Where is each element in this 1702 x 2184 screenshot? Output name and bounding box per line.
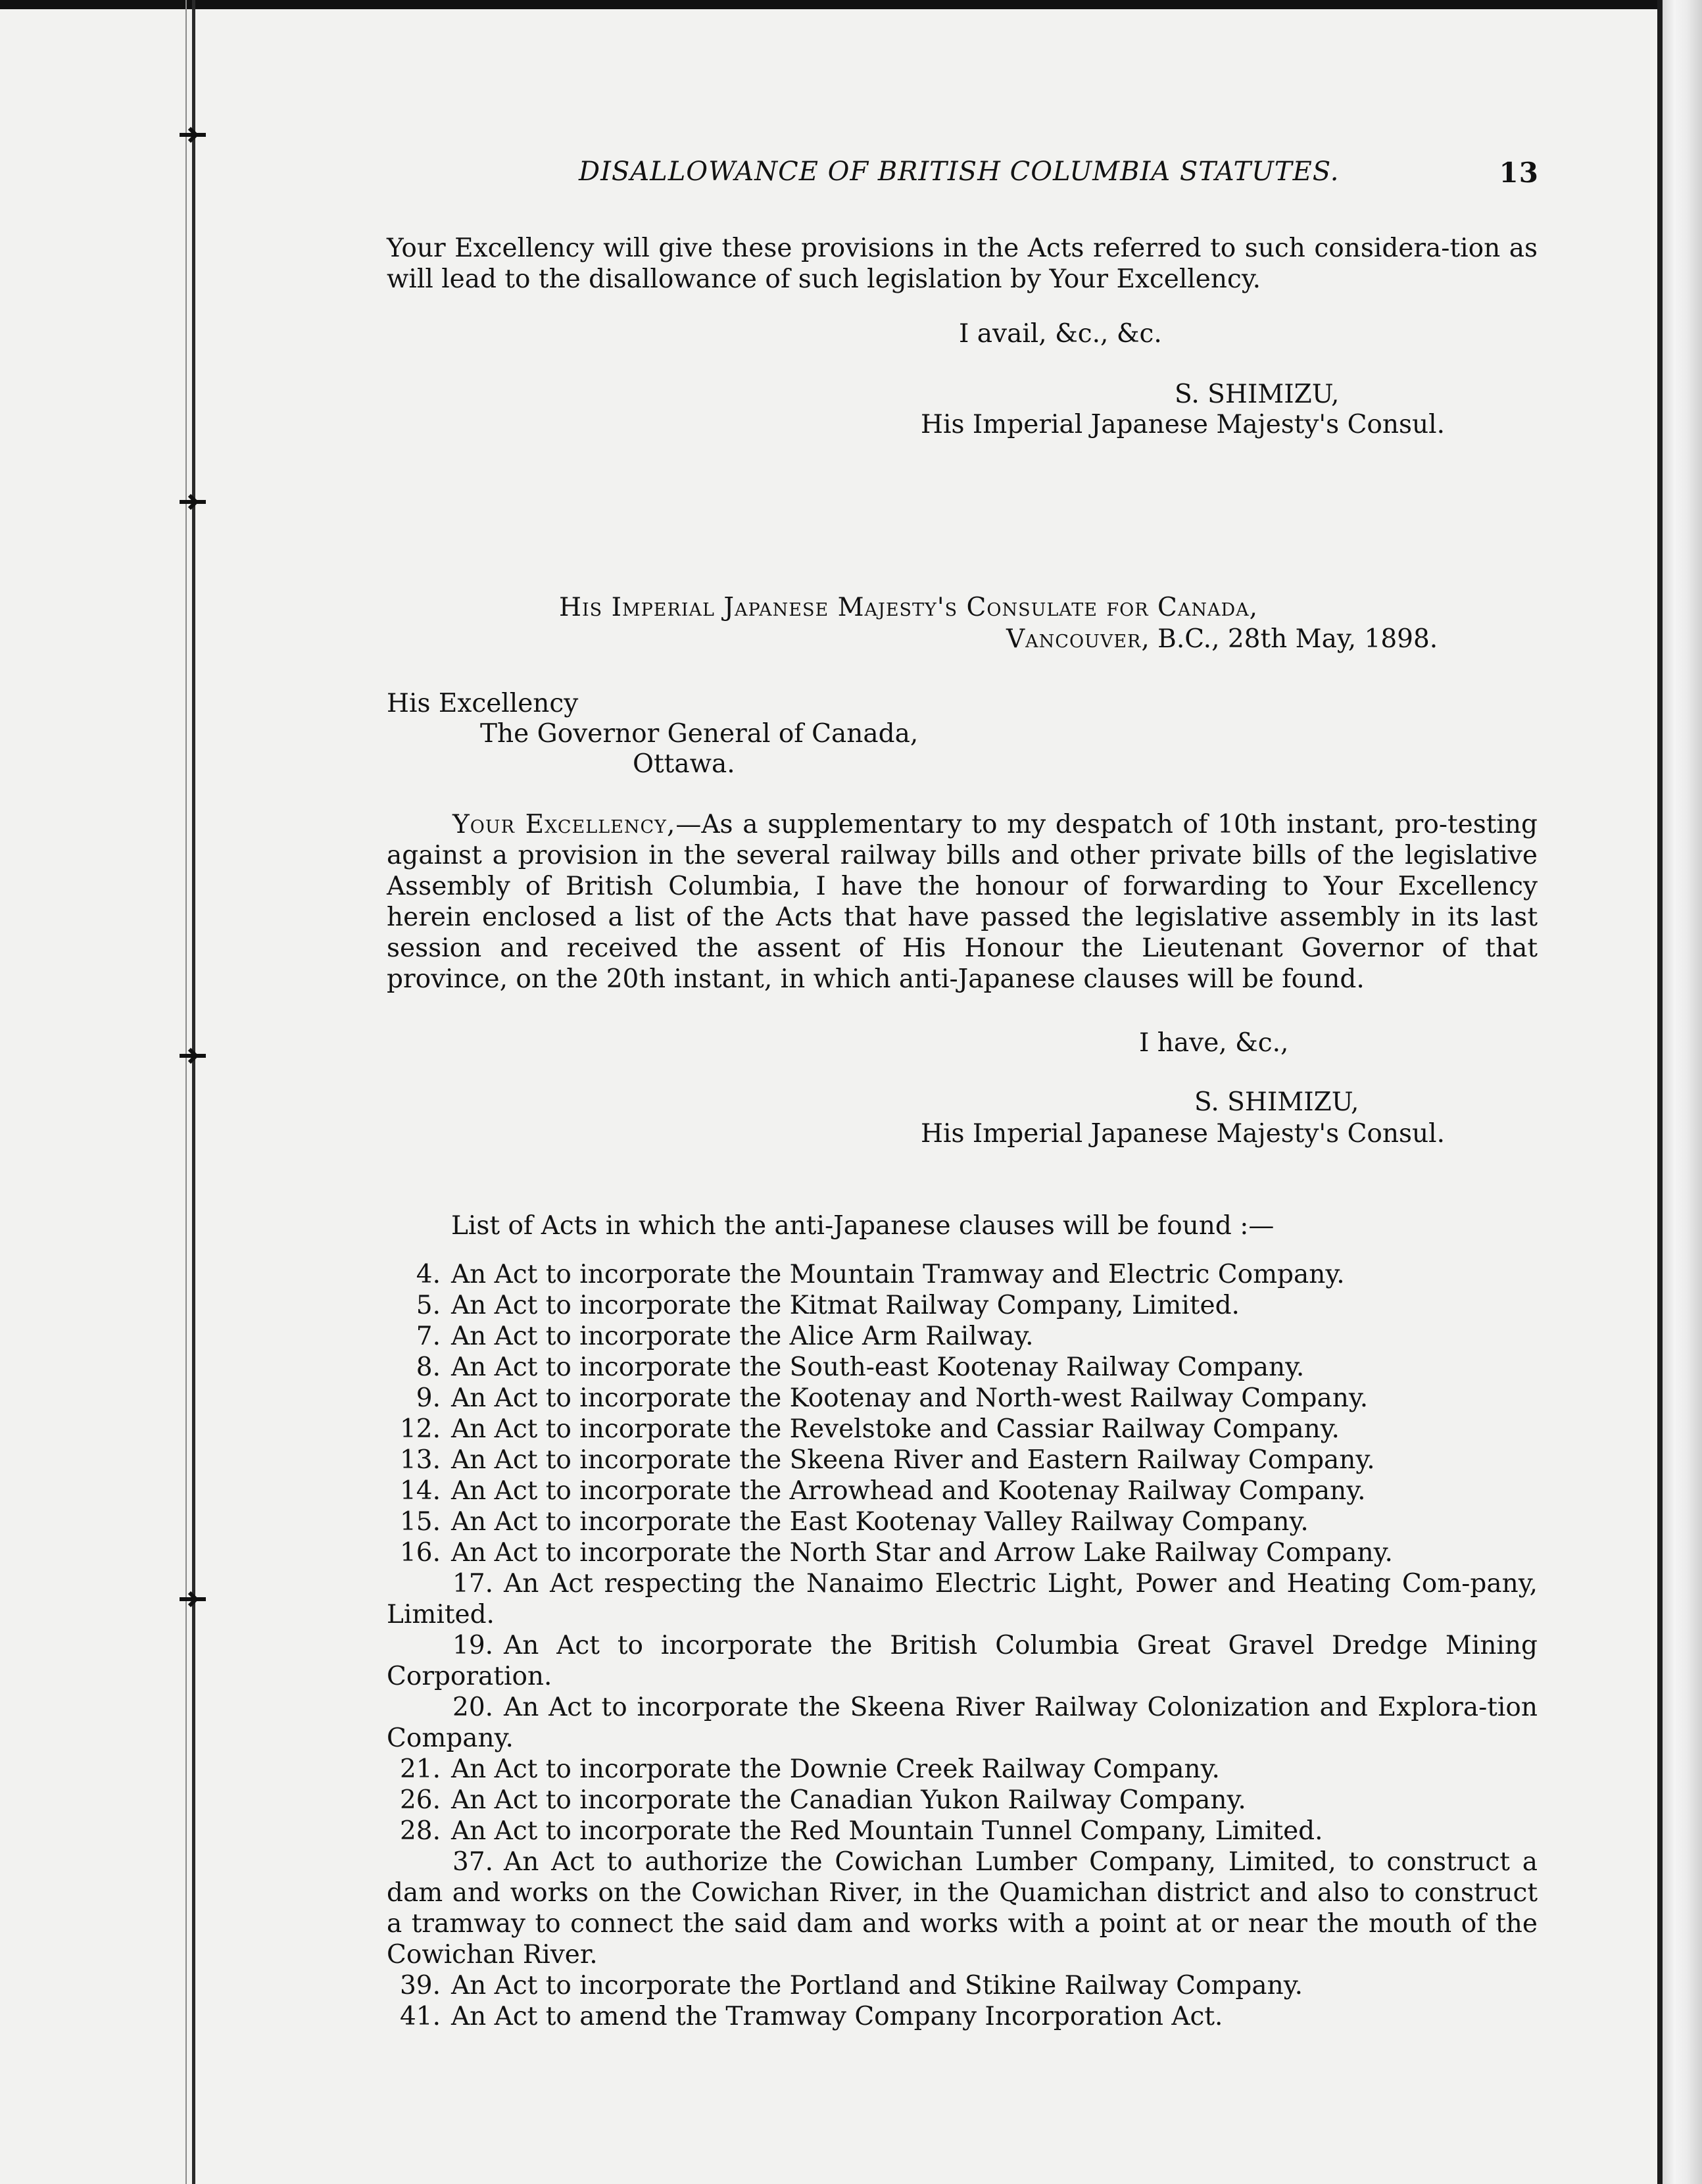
letter2-salutation: Your Excellency, xyxy=(452,810,676,839)
list-item: 8. An Act to incorporate the South-east Kootenay Railway Company. xyxy=(416,1353,1305,1382)
letter2-signature-name: S. SHIMIZU, xyxy=(1194,1087,1359,1117)
binding-stitch-icon xyxy=(176,1046,209,1066)
list-item: 26. An Act to incorporate the Canadian Yukon Railway Company. xyxy=(399,1785,1246,1815)
letter2-addressee-line2: The Governor General of Canada, xyxy=(480,719,919,749)
list-item: 20. An Act to incorporate the Skeena River Railway Colonization and Explora-tion Company. xyxy=(387,1693,1538,1753)
letter1-closing: I avail, &c., &c. xyxy=(959,319,1162,349)
letter2-addressee-line3: Ottawa. xyxy=(633,749,735,779)
list-item: 5. An Act to incorporate the Kitmat Railway Company, Limited. xyxy=(416,1291,1240,1320)
list-item: 19. An Act to incorporate the British Columbia Great Gravel Dredge Mining Corporation. xyxy=(387,1631,1538,1691)
list-item: 28. An Act to incorporate the Red Mountain Tunnel Company, Limited. xyxy=(399,1816,1323,1846)
letter2-place: Vancouver xyxy=(1006,624,1142,654)
acts-list-intro: List of Acts in which the anti-Japanese clauses will be found :— xyxy=(451,1211,1275,1241)
letter2-body xyxy=(387,809,1538,995)
list-item: 41. An Act to amend the Tramway Company Incorporation Act. xyxy=(399,2002,1223,2031)
list-item: 13. An Act to incorporate the Skeena River and Eastern Railway Company. xyxy=(399,1445,1375,1475)
scan-right-shadow xyxy=(1657,0,1663,2184)
binding-stitch-icon xyxy=(176,1589,209,1609)
list-item: 21. An Act to incorporate the Downie Creek Railway Company. xyxy=(399,1754,1220,1784)
letter1-signature-name: S. SHIMIZU, xyxy=(1175,380,1340,409)
list-item: 16. An Act to incorporate the North Star and Arrow Lake Railway Company. xyxy=(399,1538,1393,1568)
list-item: 37. An Act to authorize the Cowichan Lumber Company, Limited, to construct a dam and works on the Cowichan River, in the Quamichan district and also to construct a tramway to connect the said dam and works with a point at or near the mouth of the Cowichan River. xyxy=(387,1847,1538,1970)
list-item: 4. An Act to incorporate the Mountain Tramway and Electric Company. xyxy=(416,1260,1345,1289)
scan-top-border xyxy=(0,0,1657,9)
letter2-place-date xyxy=(1006,624,1438,655)
scan-right-edge xyxy=(1663,0,1702,2184)
letter2-addressee-line1: His Excellency xyxy=(387,689,579,718)
list-item: 17. An Act respecting the Nanaimo Electric Light, Power and Heating Com-pany, Limited. xyxy=(387,1569,1538,1629)
list-item: 14. An Act to incorporate the Arrowhead and Kootenay Railway Company. xyxy=(399,1476,1366,1506)
list-item: 7. An Act to incorporate the Alice Arm Railway. xyxy=(416,1322,1034,1351)
letter2-body-text: —As a supplementary to my despatch of 10th instant, pro-testing against a provision in the several railway bills and other private bills of the legislative Assembly of British Columbia, I have the honour of forwarding to Your Excellency herein enclosed a list of the Acts that have passed the legislative assembly in its last session and received the assent of His Honour the Lieutenant Governor of that province, on the 20th instant, in which anti-Japanese clauses will be found. xyxy=(387,810,1538,994)
letter2-signature-title: His Imperial Japanese Majesty's Consul. xyxy=(921,1119,1446,1149)
running-header-title: DISALLOWANCE OF BRITISH COLUMBIA STATUTES. xyxy=(579,157,1340,187)
list-item: 39. An Act to incorporate the Portland and Stikine Railway Company. xyxy=(399,1971,1303,2000)
letter1-body: Your Excellency will give these provisions in the Acts referred to such considera-tion as will lead to the disallowance of such legislation by Your Excellency. xyxy=(387,234,1538,294)
binding-guide-line xyxy=(185,0,187,2184)
letter2-sender-line: His Imperial Japanese Majesty's Consulate for Canada, xyxy=(559,593,1259,622)
binding-stitch-icon xyxy=(176,125,209,145)
page-number: 13 xyxy=(1499,157,1539,189)
binding-line xyxy=(192,0,195,2184)
list-item: 9. An Act to incorporate the Kootenay and North-west Railway Company. xyxy=(416,1383,1369,1413)
list-item: 12. An Act to incorporate the Revelstoke and Cassiar Railway Company. xyxy=(399,1414,1340,1444)
letter2-date: , B.C., 28th May, 1898. xyxy=(1141,624,1438,654)
letter1-signature-title: His Imperial Japanese Majesty's Consul. xyxy=(921,410,1446,439)
letter2-closing: I have, &c., xyxy=(1139,1028,1289,1058)
binding-stitch-icon xyxy=(176,492,209,512)
list-item: 15. An Act to incorporate the East Kootenay Valley Railway Company. xyxy=(399,1507,1309,1537)
